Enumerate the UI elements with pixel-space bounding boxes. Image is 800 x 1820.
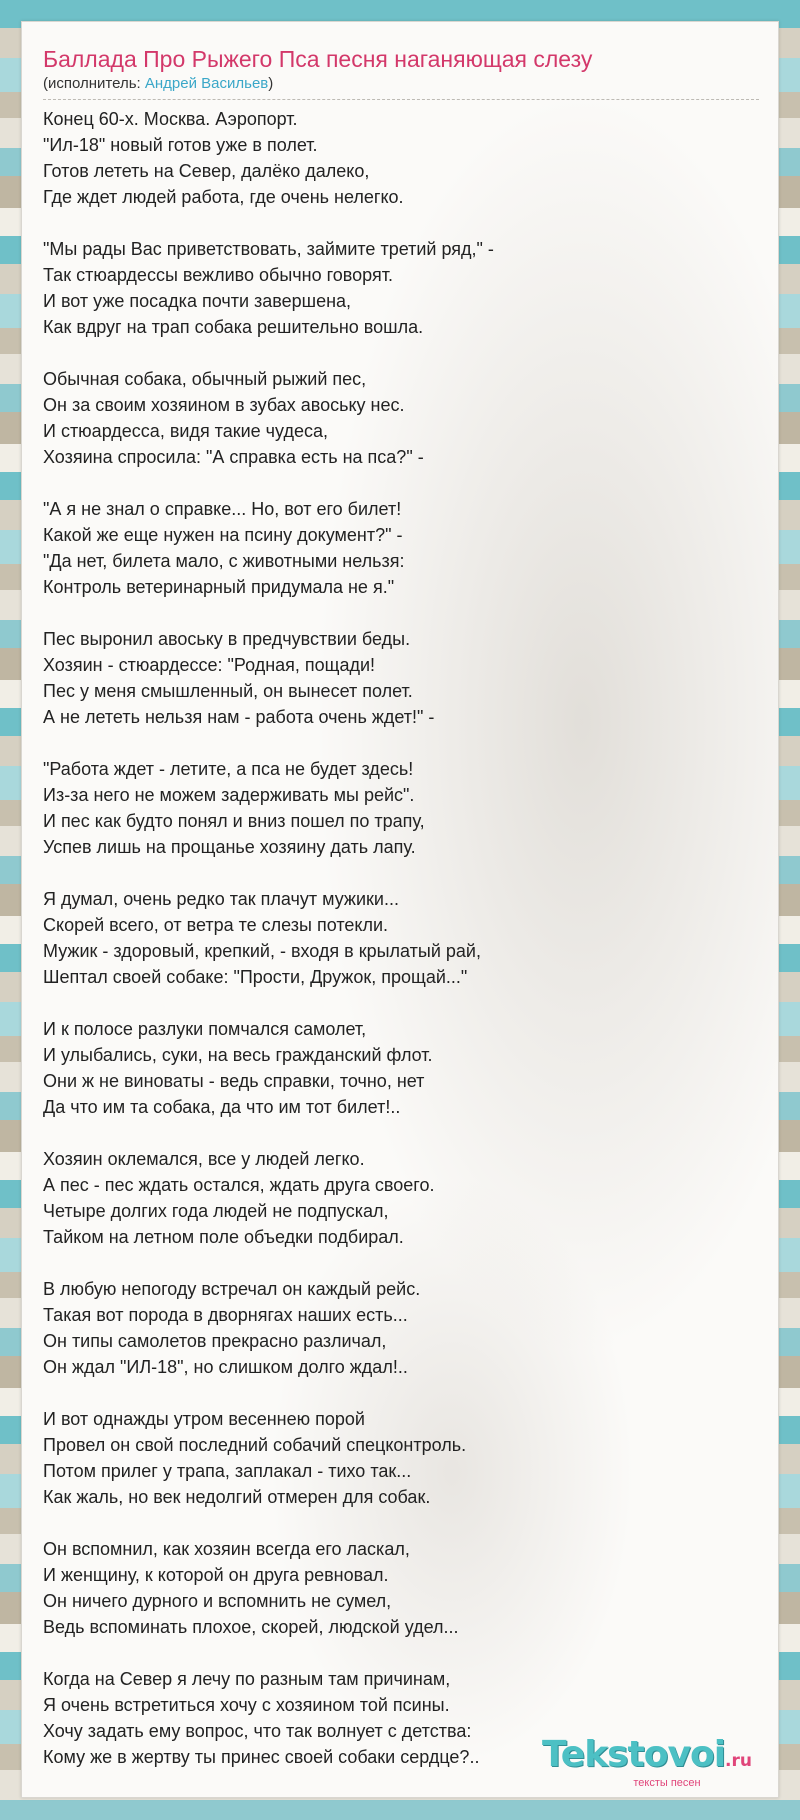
logo-tagline: тексты песен	[633, 1777, 701, 1789]
stanza	[43, 236, 759, 340]
performer-line	[43, 75, 759, 93]
lyric-line: Потом прилег у трапа, заплакал - тихо так...	[43, 1461, 412, 1481]
stanza	[43, 756, 759, 860]
lyric-line: Он типы самолетов прекрасно различал,	[43, 1331, 387, 1351]
lyric-line: "А я не знал о справке... Но, вот его билет!	[43, 499, 402, 519]
lyric-line: Хозяин - стюардессе: "Родная, пощади!	[43, 655, 376, 675]
stanza	[43, 886, 759, 990]
lyric-line: "Мы рады Вас приветствовать, займите третий ряд," -	[43, 239, 494, 259]
stanza	[43, 1276, 759, 1380]
performer-link[interactable]: Андрей Васильев	[144, 75, 269, 92]
lyric-line: И вот однажды утром весеннею порой	[43, 1409, 365, 1429]
lyric-line: Пес выронил авоську в предчувствии беды.	[43, 629, 411, 649]
logo-name: Tekstovoi	[542, 1734, 726, 1775]
lyric-line: В любую непогоду встречал он каждый рейс.	[43, 1279, 421, 1299]
lyric-line: Мужик - здоровый, крепкий, - входя в крылатый рай,	[43, 941, 481, 961]
lyric-line: Он ничего дурного и вспомнить не сумел,	[43, 1591, 392, 1611]
lyric-line: Четыре долгих года людей не подпускал,	[43, 1201, 389, 1221]
lyrics-card	[21, 21, 779, 1798]
lyric-line: Я очень встретиться хочу с хозяином той псины.	[43, 1695, 450, 1715]
song-header	[43, 44, 759, 100]
lyric-line: Он ждал "ИЛ-18", но слишком долго ждал!..	[43, 1357, 408, 1377]
lyric-line: И вот уже посадка почти завершена,	[43, 291, 352, 311]
stanza	[43, 496, 759, 600]
lyric-line: Кому же в жертву ты принес своей собаки сердце?..	[43, 1747, 480, 1767]
lyric-line: Скорей всего, от ветра те слезы потекли.	[43, 915, 389, 935]
lyric-line: "Ил-18" новый готов уже в полет.	[43, 135, 318, 155]
lyric-line: Такая вот порода в дворнягах наших есть...	[43, 1305, 408, 1325]
lyric-line: И стюардесса, видя такие чудеса,	[43, 421, 328, 441]
stanza	[43, 626, 759, 730]
lyric-line: А не лететь нельзя нам - работа очень ждет!" -	[43, 707, 435, 727]
lyric-line: Они ж не виноваты - ведь справки, точно, нет	[43, 1071, 425, 1091]
logo-suffix: .ru	[725, 1751, 752, 1771]
lyric-line: Хозяина спросила: "А справка есть на пса?" -	[43, 447, 424, 467]
lyrics-text	[43, 106, 759, 1796]
lyric-line: Когда на Север я лечу по разным там причинам,	[43, 1669, 451, 1689]
stanza	[43, 366, 759, 470]
stanza	[43, 1406, 759, 1510]
lyric-line: Контроль ветеринарный придумала не я."	[43, 577, 395, 597]
performer-prefix: (исполнитель:	[43, 75, 145, 92]
stanza	[43, 1016, 759, 1120]
stanza	[43, 1536, 759, 1640]
lyric-line: И улыбались, суки, на весь гражданский флот.	[43, 1045, 433, 1065]
lyric-line: Какой же еще нужен на псину документ?" -	[43, 525, 403, 545]
lyric-line: Он за своим хозяином в зубах авоську нес.	[43, 395, 405, 415]
lyric-line: Готов лететь на Север, далёко далеко,	[43, 161, 370, 181]
lyric-line: Хочу задать ему вопрос, что так волнует с детства:	[43, 1721, 472, 1741]
performer-suffix: )	[268, 75, 274, 92]
lyric-line: Тайком на летном поле объедки подбирал.	[43, 1227, 404, 1247]
lyric-line: И к полосе разлуки помчался самолет,	[43, 1019, 367, 1039]
lyric-line: Из-за него не можем задерживать мы рейс".	[43, 785, 415, 805]
lyric-line: Он вспомнил, как хозяин всегда его ласкал,	[43, 1539, 410, 1559]
lyric-line: Успев лишь на прощанье хозяину дать лапу.	[43, 837, 416, 857]
lyric-line: Пес у меня смышленный, он вынесет полет.	[43, 681, 413, 701]
lyric-line: А пес - пес ждать остался, ждать друга своего.	[43, 1175, 435, 1195]
lyric-line: Ведь вспоминать плохое, скорей, людской удел...	[43, 1617, 459, 1637]
lyric-line: И пес как будто понял и вниз пошел по трапу,	[43, 811, 425, 831]
stanza	[43, 1146, 759, 1250]
lyric-line: Да что им та собака, да что им тот билет!..	[43, 1097, 401, 1117]
lyric-line: Обычная собака, обычный рыжий пес,	[43, 369, 367, 389]
lyric-line: Где ждет людей работа, где очень нелегко.	[43, 187, 404, 207]
header-divider	[43, 99, 759, 100]
lyric-line: Как вдруг на трап собака решительно вошла.	[43, 317, 424, 337]
lyric-line: Я думал, очень редко так плачут мужики...	[43, 889, 399, 909]
lyric-line: Конец 60-х. Москва. Аэропорт.	[43, 109, 298, 129]
stanza	[43, 106, 759, 210]
lyric-line: "Да нет, билета мало, с животными нельзя:	[43, 551, 405, 571]
site-logo[interactable]	[542, 1735, 752, 1789]
lyric-line: "Работа ждет - летите, а пса не будет здесь!	[43, 759, 414, 779]
lyric-line: Так стюардессы вежливо обычно говорят.	[43, 265, 393, 285]
song-title: Баллада Про Рыжего Пса песня наганяющая слезу	[43, 46, 593, 72]
lyric-line: Хозяин оклемался, все у людей легко.	[43, 1149, 365, 1169]
lyric-line: И женщину, к которой он друга ревновал.	[43, 1565, 389, 1585]
lyric-line: Шептал своей собаке: "Прости, Дружок, прощай..."	[43, 967, 468, 987]
lyric-line: Провел он свой последний собачий спецконтроль.	[43, 1435, 467, 1455]
lyric-line: Как жаль, но век недолгий отмерен для собак.	[43, 1487, 431, 1507]
